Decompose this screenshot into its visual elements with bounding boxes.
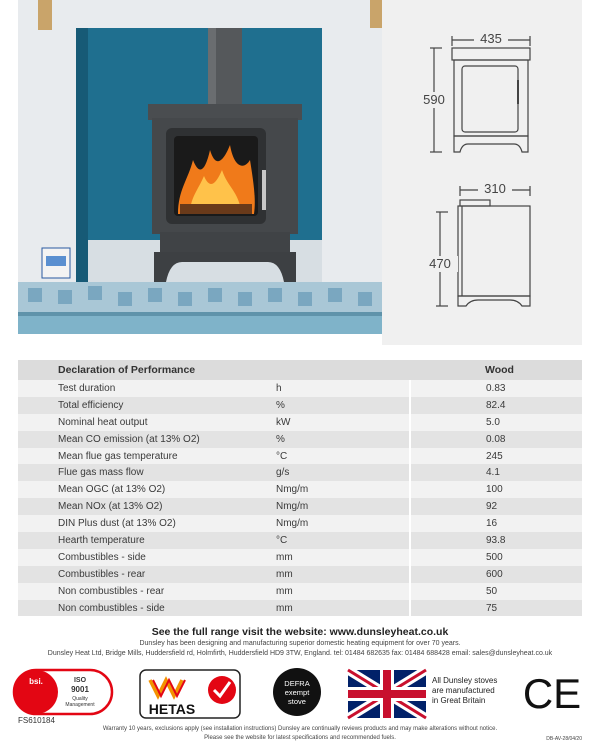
ce-text: CE bbox=[522, 670, 582, 717]
bsi-iso-logo bbox=[14, 670, 112, 714]
cert-number: FS610184 bbox=[18, 716, 55, 725]
gb-line3: in Great Britain bbox=[432, 696, 486, 705]
row-value: 0.83 bbox=[410, 380, 582, 397]
gb-line1: All Dunsley stoves bbox=[432, 676, 498, 685]
row-parameter: Combustibles - side bbox=[18, 549, 270, 566]
stove-photo bbox=[18, 0, 382, 334]
outlet-height-dimension: 470 bbox=[429, 256, 451, 271]
row-value: 245 bbox=[410, 448, 582, 465]
table-header-fuel: Wood bbox=[410, 360, 582, 380]
row-parameter: Flue gas mass flow bbox=[18, 464, 270, 481]
table-row bbox=[18, 380, 582, 397]
row-unit: mm bbox=[270, 600, 410, 617]
website-line: See the full range visit the website: www.dunsleyheat.co.uk bbox=[151, 626, 449, 638]
iso-number: 9001 bbox=[71, 685, 89, 694]
union-flag-icon bbox=[348, 670, 426, 718]
row-unit: % bbox=[270, 397, 410, 414]
row-value: 75 bbox=[410, 600, 582, 617]
table-row bbox=[18, 397, 582, 414]
row-value: 82.4 bbox=[410, 397, 582, 414]
defra-exempt-logo bbox=[273, 668, 321, 716]
row-unit: h bbox=[270, 380, 410, 397]
row-value: 5.0 bbox=[410, 414, 582, 431]
table-row bbox=[18, 481, 582, 498]
row-value: 600 bbox=[410, 566, 582, 583]
row-unit: % bbox=[270, 431, 410, 448]
table-row bbox=[18, 431, 582, 448]
table-row bbox=[18, 464, 582, 481]
table-row bbox=[18, 549, 582, 566]
table-row bbox=[18, 532, 582, 549]
defra-line2: exempt bbox=[284, 688, 310, 697]
row-parameter: Hearth temperature bbox=[18, 532, 270, 549]
row-unit: mm bbox=[270, 566, 410, 583]
row-parameter: Mean OGC (at 13% O2) bbox=[18, 481, 270, 498]
width-dimension: 435 bbox=[480, 31, 502, 46]
row-parameter: Non combustibles - rear bbox=[18, 583, 270, 600]
row-value: 92 bbox=[410, 498, 582, 515]
table-row bbox=[18, 566, 582, 583]
table-row bbox=[18, 600, 582, 617]
iso-sub-quality: Quality bbox=[72, 696, 88, 702]
company-line: Dunsley has been designing and manufacturing superior domestic heating equipment for over 70 years. bbox=[139, 640, 461, 647]
row-parameter: Non combustibles - side bbox=[18, 600, 270, 617]
warranty-line: Warranty 10 years, exclusions apply (see installation instructions) Dunsley are continually reviews products and may make alterations without notice. bbox=[102, 726, 498, 732]
table-header-label: Declaration of Performance bbox=[18, 360, 410, 380]
iso-text: ISO bbox=[73, 677, 87, 684]
row-unit: Nmg/m bbox=[270, 481, 410, 498]
made-in-gb-text bbox=[432, 676, 512, 706]
row-parameter: Nominal heat output bbox=[18, 414, 270, 431]
bsi-text: bsi. bbox=[29, 677, 43, 686]
spec-note-line: Please see the website for latest specifications and recommended fuels. bbox=[204, 735, 396, 741]
table-body bbox=[18, 380, 582, 616]
height-dimension: 590 bbox=[423, 92, 445, 107]
row-unit: °C bbox=[270, 532, 410, 549]
row-value: 16 bbox=[410, 515, 582, 532]
hetas-text: HETAS bbox=[148, 701, 196, 717]
row-unit: kW bbox=[270, 414, 410, 431]
row-value: 93.8 bbox=[410, 532, 582, 549]
table-row bbox=[18, 583, 582, 600]
row-value: 100 bbox=[410, 481, 582, 498]
table-row bbox=[18, 515, 582, 532]
row-parameter: Mean flue gas temperature bbox=[18, 448, 270, 465]
row-unit: Nmg/m bbox=[270, 498, 410, 515]
gb-line2: are manufactured bbox=[432, 686, 495, 695]
table-row bbox=[18, 448, 582, 465]
row-parameter: DIN Plus dust (at 13% O2) bbox=[18, 515, 270, 532]
address-line: Dunsley Heat Ltd, Bridge Mills, Huddersfield rd, Holmfirth, Huddersfield HD9 3TW, England. tel: 01484 682635 fax: 01484 688428 email: sales@dunsleyheat.co.uk bbox=[47, 650, 553, 657]
table-row bbox=[18, 414, 582, 431]
row-unit: mm bbox=[270, 583, 410, 600]
defra-line3: stove bbox=[288, 697, 306, 706]
row-parameter: Mean NOx (at 13% O2) bbox=[18, 498, 270, 515]
row-parameter: Total efficiency bbox=[18, 397, 270, 414]
hetas-logo bbox=[140, 670, 240, 718]
row-value: 50 bbox=[410, 583, 582, 600]
iso-sub-management: Management bbox=[65, 702, 95, 708]
performance-table bbox=[18, 360, 582, 616]
row-unit: mm bbox=[270, 549, 410, 566]
ce-mark-icon bbox=[523, 670, 581, 717]
row-unit: g/s bbox=[270, 464, 410, 481]
row-parameter: Mean CO emission (at 13% O2) bbox=[18, 431, 270, 448]
row-value: 0.08 bbox=[410, 431, 582, 448]
row-parameter: Combustibles - rear bbox=[18, 566, 270, 583]
row-unit: Nmg/m bbox=[270, 515, 410, 532]
row-parameter: Test duration bbox=[18, 380, 270, 397]
table-row bbox=[18, 498, 582, 515]
row-unit: °C bbox=[270, 448, 410, 465]
table-header-row bbox=[18, 360, 582, 380]
document-reference: DB-AV-28/04/20 bbox=[546, 736, 582, 742]
row-value: 4.1 bbox=[410, 464, 582, 481]
defra-line1: DEFRA bbox=[284, 679, 310, 688]
dimension-drawings bbox=[382, 0, 582, 345]
depth-dimension: 310 bbox=[484, 181, 506, 196]
row-value: 500 bbox=[410, 549, 582, 566]
